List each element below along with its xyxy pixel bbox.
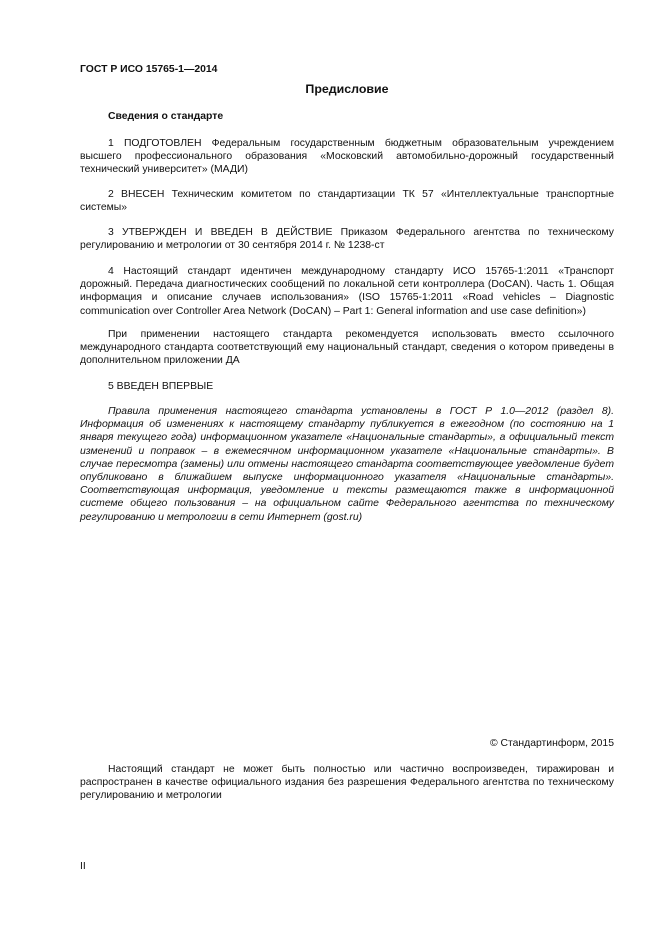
document-code-header: ГОСТ Р ИСО 15765-1—2014: [80, 64, 218, 75]
section-subheading: Сведения о стандарте: [108, 111, 224, 122]
paragraph-approved: 3 УТВЕРЖДЕН И ВВЕДЕН В ДЕЙСТВИЕ Приказом Федерального агентства по техническому регулированию и метрологии от 30 сентября 2014 г. № 1238-ст: [80, 227, 614, 252]
paragraph-introduced-first: 5 ВВЕДЕН ВПЕРВЫЕ: [108, 381, 214, 392]
paragraph-rules-notice: Правила применения настоящего стандарта установлены в ГОСТ Р 1.0—2012 (раздел 8). Информация об изменениях к настоящему стандарту публикуется в ежегодном (по состоянию на 1 января текущего года) информационном указателе «Национальные стандарты», а официальный текст изменений и поправок – в ежемесячном информационном указателе «Национальные стандарты». В случае пересмотра (замены) или отмены настоящего стандарта соответствующее уведомление будет опубликовано в ближайшем выпуске информационного указателя «Национальные стандарты». Соответствующая информация, уведомление и тексты размещаются также в информационной системе общего пользования – на официальном сайте Федерального агентства по техническому регулированию и метрологии в сети Интернет (gost.ru): [80, 406, 614, 523]
paragraph-introduced-by: 2 ВНЕСЕН Техническим комитетом по стандартизации ТК 57 «Интеллектуальные транспортные системы»: [80, 189, 614, 214]
paragraph-identical-standard: 4 Настоящий стандарт идентичен международному стандарту ИСО 15765-1:2011 «Транспорт дорожный. Передача диагностических сообщений по локальной сети контроллера (DoCAN). Часть 1. Общая информация и описание случаев использования» (ISO 15765-1:2011 «Road vehicles – Diagnostic communication over Controller Area Network (DoCAN) – Part 1: General information and use case definition»): [80, 266, 614, 317]
paragraph-prepared-by: 1 ПОДГОТОВЛЕН Федеральным государственным бюджетным образовательным учреждением высшего профессионального образования «Московский автомобильно-дорожный государственный технический университет» (МАДИ): [80, 138, 614, 176]
page-title: Предисловие: [305, 82, 389, 96]
copyright-line: © Стандартинформ, 2015: [489, 738, 614, 749]
legal-notice: Настоящий стандарт не может быть полностью или частично воспроизведен, тиражирован и распространен в качестве официального издания без разрешения Федерального агентства по техническому регулированию и метрологии: [80, 764, 614, 802]
page-number: II: [80, 861, 86, 872]
paragraph-application-note: При применении настоящего стандарта рекомендуется использовать вместо ссылочного международного стандарта соответствующий ему национальный стандарт, сведения о котором приведены в дополнительном приложении ДА: [80, 329, 614, 367]
